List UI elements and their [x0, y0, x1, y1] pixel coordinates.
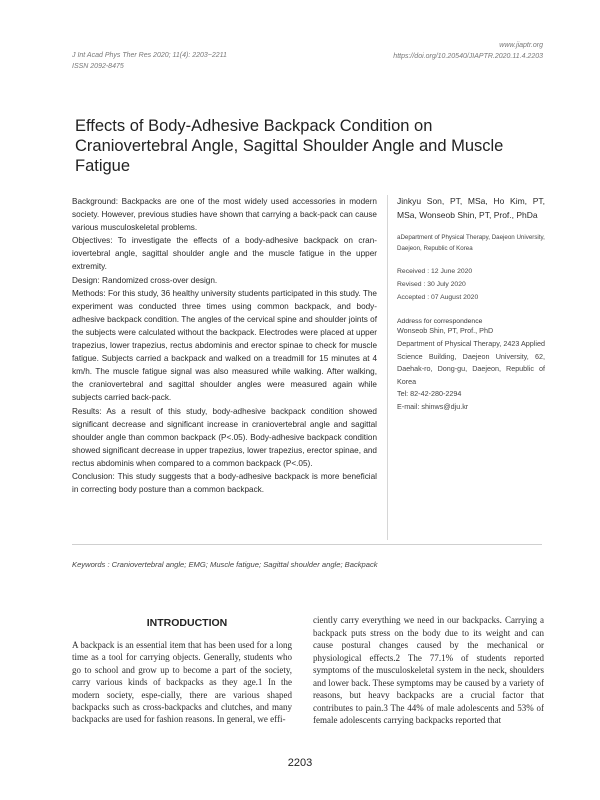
- date-received: Received : 12 June 2020: [397, 268, 473, 275]
- section-heading: INTRODUCTION: [146, 617, 228, 629]
- abstract-objectives: Objectives: To investigate the effects of a body-adhesive backpack on cran-iovertebral angle, sagittal shoulder angle and the muscle fatigue in the upper extremity.: [72, 236, 377, 272]
- abstract-design: Design: Randomized cross-over design.: [72, 275, 218, 285]
- corr-name: Wonseob Shin, PT, Prof., PhD: [397, 326, 494, 336]
- correspondence: [397, 325, 545, 413]
- corr-tel: Tel: 82-42-280-2294: [397, 389, 462, 399]
- author-list: Jinkyu Son, PT, MSa, Ho Kim, PT, MSa, Wonseob Shin, PT, Prof., PhDa: [397, 196, 545, 220]
- column-divider: [387, 195, 388, 540]
- doi-link[interactable]: https://doi.org/10.20540/JIAPTR.2020.11.4.2203: [393, 53, 543, 60]
- intro-column-right: ciently carry everything we need in our backpacks. Carrying a backpack puts stress on the body due to its weight and can cause postural changes caused by the mechanical or physiological effects.2 The 77.1% of students reported symptoms of the musculoskeletal system in the neck, shoulders and lower back. These symptoms may be caused by a variety of reasons, but heavy backpacks are a crucial factor that contributes to pain.3 The 44% of male adolescents and 53% of female adolescents carrying backpacks reported that: [313, 615, 544, 725]
- dates: [397, 266, 545, 304]
- abstract-conclusion: Conclusion: This study suggests that a body-adhesive backpack is more beneficial in correcting body posture than a common backpack.: [72, 471, 377, 495]
- corr-email[interactable]: E-mail: shinws@dju.kr: [397, 401, 469, 411]
- abstract: [72, 195, 377, 496]
- journal-links: [393, 40, 543, 62]
- journal-header: [72, 50, 227, 72]
- keywords-divider: [72, 544, 542, 545]
- correspondence-heading: Address for correspondence: [397, 318, 483, 326]
- journal-citation: J Int Acad Phys Ther Res 2020; 11(4): 2203~2211: [72, 52, 227, 59]
- intro-column-left: A backpack is an essential item that has been used for a long time as a tool for carrying objects. Generally, students who go to school and grow up to become a part of the society, carry various kinds of backpacks as they age.1 In the modern society, espe-cially, there are various shaped backpacks such as cross-backpacks and clutches, and many backpacks are used for fashion reasons. In general, we effi-: [72, 640, 292, 725]
- issn: ISSN 2092-8475: [72, 63, 124, 70]
- page-number: 2203: [287, 757, 313, 769]
- site-link[interactable]: www.jiaptr.org: [499, 42, 543, 49]
- author-info: [397, 195, 545, 414]
- date-revised: Revised : 30 July 2020: [397, 280, 466, 288]
- corr-address: Department of Physical Therapy, 2423 Applied Science Building, Daejeon University, 62, Daehak-ro, Dong-gu, Daejeon, Republic of Korea: [397, 338, 545, 386]
- abstract-background: Background: Backpacks are one of the most widely used accessories in modern society. However, previous studies have shown that carrying a back-pack can cause various musculoskeletal problems.: [72, 197, 377, 233]
- abstract-methods: Methods: For this study, 36 healthy university students participated in this study. The experiment was conducted three times using common backpack, and body-adhesive backpack condition. The angles of the cervical spine and shoulder joints of the subjects were calculated without the backpack. Electrodes were placed at upper trapezius, lower trapezius, rectus abdominis and erector spinae to check for muscle fatigue. Subjects carried a backpack and walked on a treadmill for 15 minutes at 4 km/h. The muscle fatigue signal was also measured while walking. After walking, the craniovertebral and sagittal shoulder angles were measured again while subjects carried back-pack.: [72, 288, 377, 403]
- paper-title: Effects of Body-Adhesive Backpack Condition on Craniovertebral Angle, Sagittal Shoulder Angle and Muscle Fatigue: [75, 117, 504, 175]
- date-accepted: Accepted : 07 August 2020: [397, 293, 479, 301]
- abstract-results: Results: As a result of this study, body-adhesive backpack condition showed significant decrease and significant increase in craniovertebral angle and sagittal shoulder angle than common backpack (P<.05). Body-adhesive backpack condition showed significant decrease in upper trapezius, lower trapezius, erector spinae, and rectus abdominis when compared to a common backpack (P<.05).: [72, 406, 377, 468]
- affiliation: aDepartment of Physical Therapy, Daejeon University, Daejeon, Republic of Korea: [397, 234, 545, 252]
- keywords: Keywords : Craniovertebral angle; EMG; Muscle fatigue; Sagittal shoulder angle; Backpack: [72, 560, 378, 569]
